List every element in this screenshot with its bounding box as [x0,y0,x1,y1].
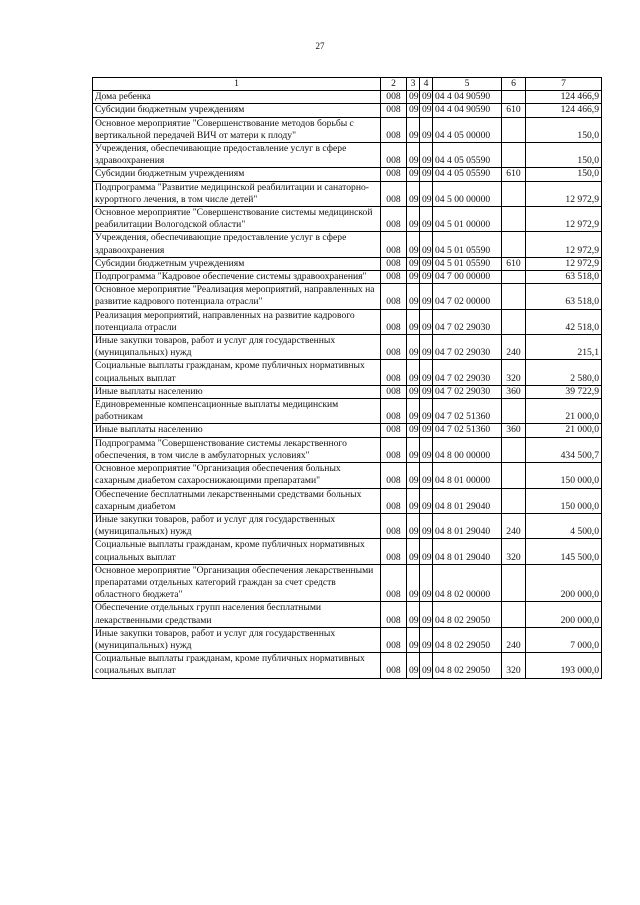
row-target-article-cell: 04 8 02 29050 [433,653,502,678]
row-expense-type-cell [502,437,526,462]
row-code-cell: 008 [381,232,407,257]
row-expense-type-cell: 240 [502,627,526,652]
table-row [93,385,602,398]
table-row [93,143,602,168]
row-target-article-cell: 04 4 04 90590 [433,104,502,117]
row-amount-cell: 150,0 [526,168,602,181]
row-subsection-cell: 09 [420,284,433,309]
row-section-cell: 09 [407,143,420,168]
row-subsection-cell: 09 [420,463,433,488]
row-expense-type-cell [502,232,526,257]
row-section-cell: 09 [407,627,420,652]
header-cell: 4 [420,78,433,91]
row-name-cell: Реализация мероприятий, направленных на развитие кадрового потенциала отрасли [93,309,381,334]
row-amount-cell: 21 000,0 [526,424,602,437]
row-name-cell: Дома ребенка [93,91,381,104]
row-amount-cell: 12 972,9 [526,257,602,270]
row-subsection-cell: 09 [420,207,433,232]
row-target-article-cell: 04 4 05 00000 [433,117,502,142]
row-code-cell: 008 [381,143,407,168]
header-cell: 7 [526,78,602,91]
row-code-cell: 008 [381,168,407,181]
row-section-cell: 09 [407,271,420,284]
table-row [93,488,602,513]
row-amount-cell: 145 500,0 [526,539,602,564]
budget-table [92,77,602,679]
row-section-cell: 09 [407,539,420,564]
row-section-cell: 09 [407,168,420,181]
row-subsection-cell: 09 [420,168,433,181]
header-cell: 6 [502,78,526,91]
header-cell: 1 [93,78,381,91]
row-subsection-cell: 09 [420,309,433,334]
row-subsection-cell: 09 [420,143,433,168]
row-code-cell: 008 [381,488,407,513]
row-code-cell: 008 [381,385,407,398]
table-row [93,513,602,538]
row-target-article-cell: 04 7 02 00000 [433,284,502,309]
row-section-cell: 09 [407,284,420,309]
table-row [93,309,602,334]
table-row [93,284,602,309]
row-code-cell: 008 [381,564,407,602]
row-name-cell: Субсидии бюджетным учреждениям [93,104,381,117]
row-name-cell: Иные выплаты населению [93,385,381,398]
row-amount-cell: 124 466,9 [526,91,602,104]
row-code-cell: 008 [381,91,407,104]
row-target-article-cell: 04 8 01 29040 [433,513,502,538]
row-target-article-cell: 04 5 01 00000 [433,207,502,232]
row-target-article-cell: 04 7 02 51360 [433,424,502,437]
row-subsection-cell: 09 [420,424,433,437]
row-section-cell: 09 [407,602,420,627]
row-name-cell: Основное мероприятие "Реализация мероприятий, направленных на развитие кадрового потенциала отрасли" [93,284,381,309]
row-amount-cell: 150 000,0 [526,463,602,488]
row-subsection-cell: 09 [420,653,433,678]
row-name-cell: Иные выплаты населению [93,424,381,437]
table-row [93,437,602,462]
row-code-cell: 008 [381,399,407,424]
row-code-cell: 008 [381,284,407,309]
row-expense-type-cell: 610 [502,257,526,270]
table-row [93,424,602,437]
row-amount-cell: 42 518,0 [526,309,602,334]
row-amount-cell: 150,0 [526,143,602,168]
row-section-cell: 09 [407,653,420,678]
row-amount-cell: 434 500,7 [526,437,602,462]
row-expense-type-cell: 320 [502,360,526,385]
row-code-cell: 008 [381,513,407,538]
row-name-cell: Основное мероприятие "Совершенствование системы медицинской реабилитации Вологодской области" [93,207,381,232]
row-amount-cell: 39 722,9 [526,385,602,398]
row-amount-cell: 150,0 [526,117,602,142]
row-code-cell: 008 [381,602,407,627]
row-name-cell: Социальные выплаты гражданам, кроме публичных нормативных социальных выплат [93,653,381,678]
row-section-cell: 09 [407,117,420,142]
row-code-cell: 008 [381,335,407,360]
page-number: 27 [315,41,325,51]
table-row [93,104,602,117]
row-subsection-cell: 09 [420,232,433,257]
row-expense-type-cell [502,564,526,602]
row-target-article-cell: 04 4 05 05590 [433,143,502,168]
row-target-article-cell: 04 8 02 29050 [433,602,502,627]
row-target-article-cell: 04 7 02 29030 [433,360,502,385]
row-target-article-cell: 04 5 01 05590 [433,257,502,270]
row-code-cell: 008 [381,437,407,462]
row-amount-cell: 12 972,9 [526,181,602,206]
row-name-cell: Подпрограмма "Совершенствование системы лекарственного обеспечения, в том числе в амбулаторных условиях" [93,437,381,462]
row-amount-cell: 12 972,9 [526,232,602,257]
row-expense-type-cell: 240 [502,335,526,360]
row-expense-type-cell: 320 [502,539,526,564]
row-name-cell: Подпрограмма "Кадровое обеспечение системы здравоохранения" [93,271,381,284]
row-expense-type-cell: 360 [502,424,526,437]
row-target-article-cell: 04 8 00 00000 [433,437,502,462]
row-amount-cell: 200 000,0 [526,602,602,627]
row-name-cell: Субсидии бюджетным учреждениям [93,257,381,270]
row-section-cell: 09 [407,232,420,257]
row-name-cell: Подпрограмма "Развитие медицинской реабилитации и санаторно-курортного лечения, в том числе детей" [93,181,381,206]
row-subsection-cell: 09 [420,360,433,385]
row-expense-type-cell [502,207,526,232]
row-target-article-cell: 04 7 02 51360 [433,399,502,424]
header-cell: 5 [433,78,502,91]
table-row [93,257,602,270]
row-section-cell: 09 [407,513,420,538]
row-name-cell: Учреждения, обеспечивающие предоставление услуг в сфере здравоохранения [93,143,381,168]
row-amount-cell: 21 000,0 [526,399,602,424]
table-row [93,399,602,424]
row-code-cell: 008 [381,309,407,334]
row-code-cell: 008 [381,360,407,385]
row-amount-cell: 12 972,9 [526,207,602,232]
table-row [93,602,602,627]
row-subsection-cell: 09 [420,385,433,398]
row-target-article-cell: 04 8 01 29040 [433,488,502,513]
table-row [93,463,602,488]
header-cell: 2 [381,78,407,91]
row-target-article-cell: 04 7 02 29030 [433,309,502,334]
row-subsection-cell: 09 [420,257,433,270]
row-amount-cell: 124 466,9 [526,104,602,117]
row-name-cell: Основное мероприятие "Организация обеспечения лекарственными препаратами отдельных категорий граждан за счет средств областного бюджета" [93,564,381,602]
table-row [93,117,602,142]
row-expense-type-cell [502,399,526,424]
row-section-cell: 09 [407,335,420,360]
row-code-cell: 008 [381,271,407,284]
row-amount-cell: 215,1 [526,335,602,360]
row-section-cell: 09 [407,181,420,206]
row-expense-type-cell [502,271,526,284]
row-subsection-cell: 09 [420,539,433,564]
table-row [93,360,602,385]
row-amount-cell: 150 000,0 [526,488,602,513]
row-subsection-cell: 09 [420,117,433,142]
row-amount-cell: 2 580,0 [526,360,602,385]
row-amount-cell: 4 500,0 [526,513,602,538]
row-expense-type-cell [502,309,526,334]
row-section-cell: 09 [407,91,420,104]
row-expense-type-cell [502,488,526,513]
row-subsection-cell: 09 [420,91,433,104]
row-section-cell: 09 [407,207,420,232]
row-subsection-cell: 09 [420,335,433,360]
table-row [93,335,602,360]
row-name-cell: Обеспечение бесплатными лекарственными средствами больных сахарным диабетом [93,488,381,513]
row-section-cell: 09 [407,437,420,462]
row-expense-type-cell [502,91,526,104]
row-expense-type-cell: 360 [502,385,526,398]
row-name-cell: Субсидии бюджетным учреждениям [93,168,381,181]
table-row [93,168,602,181]
row-name-cell: Иные закупки товаров, работ и услуг для государственных (муниципальных) нужд [93,513,381,538]
row-name-cell: Обеспечение отдельных групп населения бесплатными лекарственными средствами [93,602,381,627]
row-expense-type-cell: 610 [502,168,526,181]
table-row [93,564,602,602]
row-name-cell: Социальные выплаты гражданам, кроме публичных нормативных социальных выплат [93,539,381,564]
row-expense-type-cell [502,463,526,488]
row-target-article-cell: 04 5 00 00000 [433,181,502,206]
row-section-cell: 09 [407,399,420,424]
row-section-cell: 09 [407,257,420,270]
row-target-article-cell: 04 8 01 00000 [433,463,502,488]
row-expense-type-cell: 610 [502,104,526,117]
row-amount-cell: 63 518,0 [526,271,602,284]
row-amount-cell: 7 000,0 [526,627,602,652]
row-code-cell: 008 [381,424,407,437]
table-row [93,232,602,257]
row-name-cell: Иные закупки товаров, работ и услуг для государственных (муниципальных) нужд [93,627,381,652]
row-section-cell: 09 [407,488,420,513]
row-expense-type-cell [502,117,526,142]
row-target-article-cell: 04 4 04 90590 [433,91,502,104]
row-amount-cell: 200 000,0 [526,564,602,602]
row-target-article-cell: 04 4 05 05590 [433,168,502,181]
row-section-cell: 09 [407,309,420,334]
table-row [93,91,602,104]
row-expense-type-cell [502,284,526,309]
table-row [93,627,602,652]
table-header-row [93,78,602,91]
row-code-cell: 008 [381,539,407,564]
table-row [93,271,602,284]
row-subsection-cell: 09 [420,602,433,627]
row-subsection-cell: 09 [420,181,433,206]
row-section-cell: 09 [407,463,420,488]
row-expense-type-cell [502,143,526,168]
row-code-cell: 008 [381,181,407,206]
row-amount-cell: 63 518,0 [526,284,602,309]
row-name-cell: Основное мероприятие "Совершенствование методов борьбы с вертикальной передачей ВИЧ от матери к плоду" [93,117,381,142]
row-subsection-cell: 09 [420,564,433,602]
row-code-cell: 008 [381,207,407,232]
row-subsection-cell: 09 [420,104,433,117]
row-code-cell: 008 [381,463,407,488]
row-target-article-cell: 04 8 02 29050 [433,627,502,652]
row-subsection-cell: 09 [420,513,433,538]
row-amount-cell: 193 000,0 [526,653,602,678]
table-row [93,181,602,206]
row-expense-type-cell [502,602,526,627]
row-section-cell: 09 [407,424,420,437]
row-target-article-cell: 04 7 00 00000 [433,271,502,284]
row-subsection-cell: 09 [420,437,433,462]
row-subsection-cell: 09 [420,399,433,424]
row-section-cell: 09 [407,564,420,602]
row-name-cell: Единовременные компенсационные выплаты медицинским работникам [93,399,381,424]
row-subsection-cell: 09 [420,488,433,513]
row-subsection-cell: 09 [420,271,433,284]
row-target-article-cell: 04 7 02 29030 [433,385,502,398]
row-subsection-cell: 09 [420,627,433,652]
row-section-cell: 09 [407,104,420,117]
row-code-cell: 008 [381,117,407,142]
table-row [93,539,602,564]
row-expense-type-cell: 240 [502,513,526,538]
row-section-cell: 09 [407,385,420,398]
row-section-cell: 09 [407,360,420,385]
row-code-cell: 008 [381,653,407,678]
row-name-cell: Иные закупки товаров, работ и услуг для государственных (муниципальных) нужд [93,335,381,360]
row-target-article-cell: 04 8 02 00000 [433,564,502,602]
header-cell: 3 [407,78,420,91]
table-body [93,91,602,678]
row-code-cell: 008 [381,257,407,270]
row-code-cell: 008 [381,104,407,117]
row-expense-type-cell [502,181,526,206]
row-expense-type-cell: 320 [502,653,526,678]
row-target-article-cell: 04 8 01 29040 [433,539,502,564]
table-row [93,653,602,678]
row-target-article-cell: 04 5 01 05590 [433,232,502,257]
row-code-cell: 008 [381,627,407,652]
row-name-cell: Социальные выплаты гражданам, кроме публичных нормативных социальных выплат [93,360,381,385]
table-row [93,207,602,232]
row-target-article-cell: 04 7 02 29030 [433,335,502,360]
row-name-cell: Учреждения, обеспечивающие предоставление услуг в сфере здравоохранения [93,232,381,257]
row-name-cell: Основное мероприятие "Организация обеспечения больных сахарным диабетом сахароснижающими препаратами" [93,463,381,488]
